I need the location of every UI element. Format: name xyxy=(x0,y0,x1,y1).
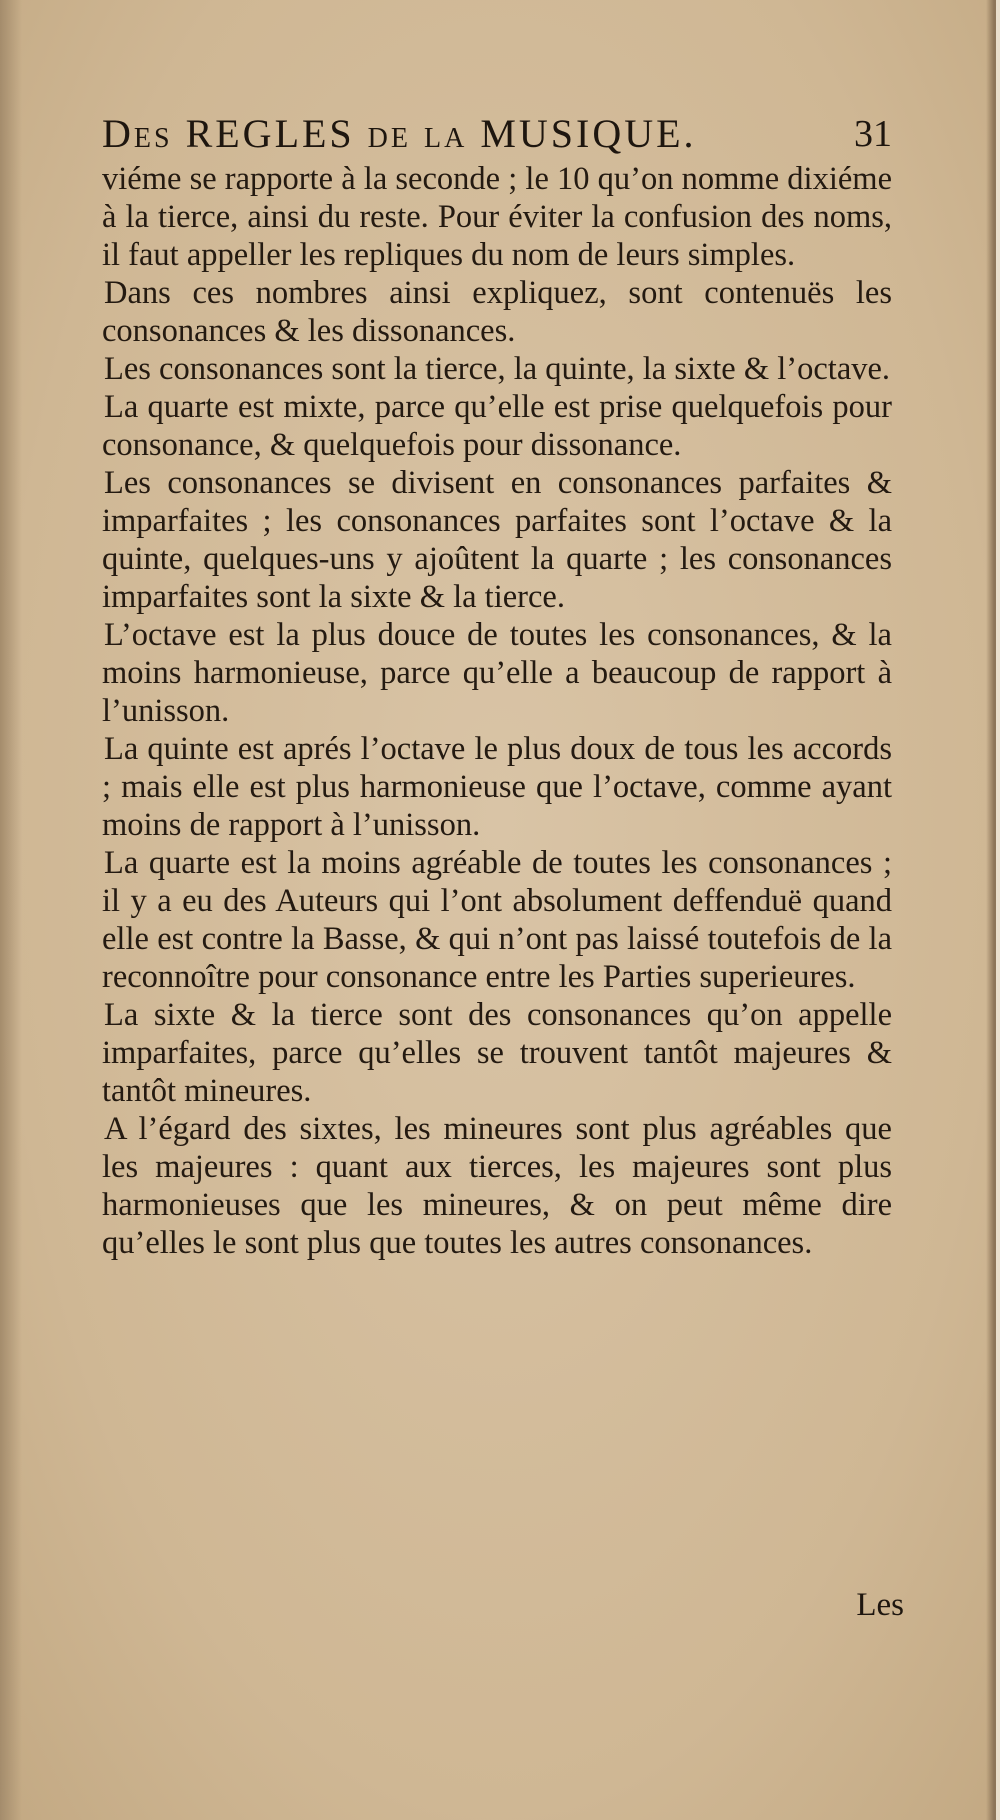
page-number: 31 xyxy=(854,113,892,155)
paragraph: viéme se rapporte à la seconde ; le 10 qu’on nomme dixiéme à la tierce, ainsi du reste. Pour éviter la confusion des noms, il faut appeller les repliques du nom de leurs simples. xyxy=(102,161,892,273)
paragraph: Les consonances sont la tierce, la quinte, la sixte & l’octave. xyxy=(104,351,891,387)
paragraph: La quinte est aprés l’octave le plus doux de tous les accords ; mais elle est plus harmonieuse que l’octave, comme ayant moins de rapport à l’unisson. xyxy=(102,731,892,843)
page-header xyxy=(102,108,892,160)
catchword: Les xyxy=(856,1587,904,1623)
paragraph: Dans ces nombres ainsi expliquez, sont contenuës les consonances & les dissonances. xyxy=(102,275,892,349)
paragraph: L’octave est la plus douce de toutes les consonances, & la moins harmonieuse, parce qu’elle a beaucoup de rapport à l’unisson. xyxy=(102,617,892,729)
paragraph: La quarte est mixte, parce qu’elle est prise quelquefois pour consonance, & quelquefois pour dissonance. xyxy=(102,389,892,463)
page-right-edge xyxy=(986,0,1000,1820)
paragraph: Les consonances se divisent en consonances parfaites & imparfaites ; les consonances parfaites sont l’octave & la quinte, quelques-uns y ajoûtent la quarte ; les consonances imparfaites sont la sixte & la tierce. xyxy=(102,465,892,615)
paragraph: A l’égard des sixtes, les mineures sont plus agréables que les majeures : quant aux tierces, les majeures sont plus harmonieuses que les mineures, & on peut même dire qu’elles le sont plus que toutes les autres consonances. xyxy=(102,1111,892,1261)
running-head: Des REGLES de la MUSIQUE. xyxy=(102,111,697,156)
paragraph: La sixte & la tierce sont des consonances qu’on appelle imparfaites, parce qu’elles se trouvent tantôt majeures & tantôt mineures. xyxy=(102,997,892,1109)
body-text xyxy=(102,160,892,1262)
paragraph: La quarte est la moins agréable de toutes les consonances ; il y a eu des Auteurs qui l’ont absolument deffenduë quand elle est contre la Basse, & qui n’ont pas laissé toutefois de la reconnoître pour consonance entre les Parties superieures. xyxy=(102,845,892,995)
page-left-edge xyxy=(0,0,22,1820)
